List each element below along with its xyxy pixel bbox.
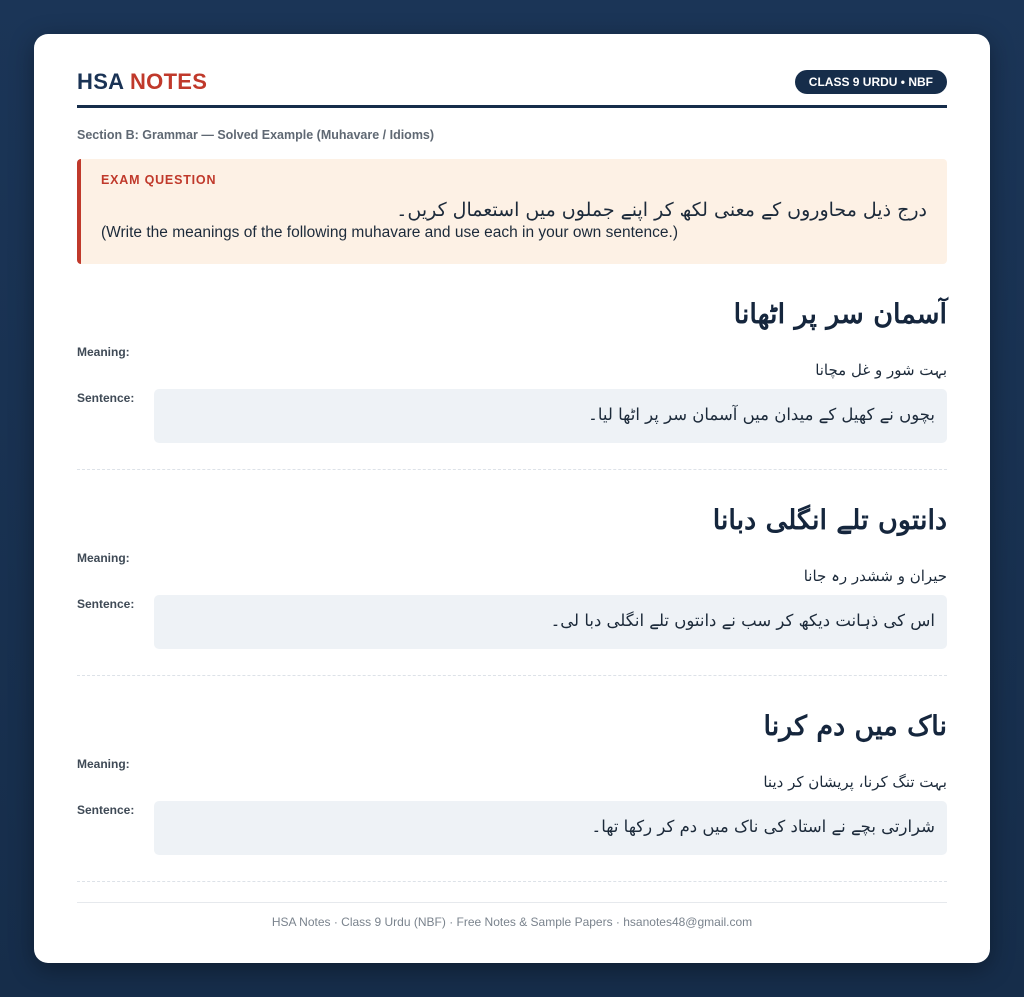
meaning-row [77,551,947,587]
section-label: Section B: Grammar — Solved Example (Muhavare / Idioms) [77,128,435,142]
idiom-block [77,264,947,470]
sentence-label: Sentence: [77,803,135,818]
sentence-label: Sentence: [77,597,135,612]
exam-question-urdu: درج ذیل محاوروں کے معنی لکھ کر اپنے جملوں میں استعمال کریں۔ [396,199,927,221]
meaning-label: Meaning: [77,345,130,360]
brand-logo [77,71,207,93]
notes-card [34,34,990,963]
meaning-text: بہت تنگ کرنا، پریشان کر دینا [763,773,947,792]
sentence-text: شرارتی بچے نے استاد کی ناک میں دم کر رکھا تھا۔ [154,801,947,855]
sentence-row [77,801,947,855]
class-badge: CLASS 9 URDU • NBF [795,70,947,94]
exam-question-box [77,159,947,264]
meaning-label: Meaning: [77,757,130,772]
sentence-row [77,595,947,649]
meaning-row [77,345,947,381]
brand-name-part2: NOTES [129,69,208,94]
meaning-label: Meaning: [77,551,130,566]
brand-name-part1: HSA [77,69,124,94]
idiom-title: دانتوں تلے انگلی دبانا [712,505,947,536]
page-header [77,34,947,108]
idiom-block [77,676,947,882]
meaning-text: حیران و ششدر رہ جانا [803,567,947,586]
sentence-text: اس کی ذہانت دیکھ کر سب نے دانتوں تلے انگلی دبا لی۔ [154,595,947,649]
idiom-title: آسمان سر پر اٹھانا [733,299,947,330]
exam-question-title: EXAM QUESTION [101,173,217,187]
meaning-text: بہت شور و غل مچانا [815,361,947,380]
page-footer: HSA Notes · Class 9 Urdu (NBF) · Free Notes & Sample Papers · hsanotes48@gmail.com [77,902,947,929]
sentence-text: بچوں نے کھیل کے میدان میں آسمان سر پر اٹھا لیا۔ [154,389,947,443]
exam-question-english: (Write the meanings of the following muhavare and use each in your own sentence.) [101,223,678,241]
idiom-title: ناک میں دم کرنا [763,711,947,742]
sentence-row [77,389,947,443]
sentence-label: Sentence: [77,391,135,406]
meaning-row [77,757,947,793]
idiom-block [77,470,947,676]
